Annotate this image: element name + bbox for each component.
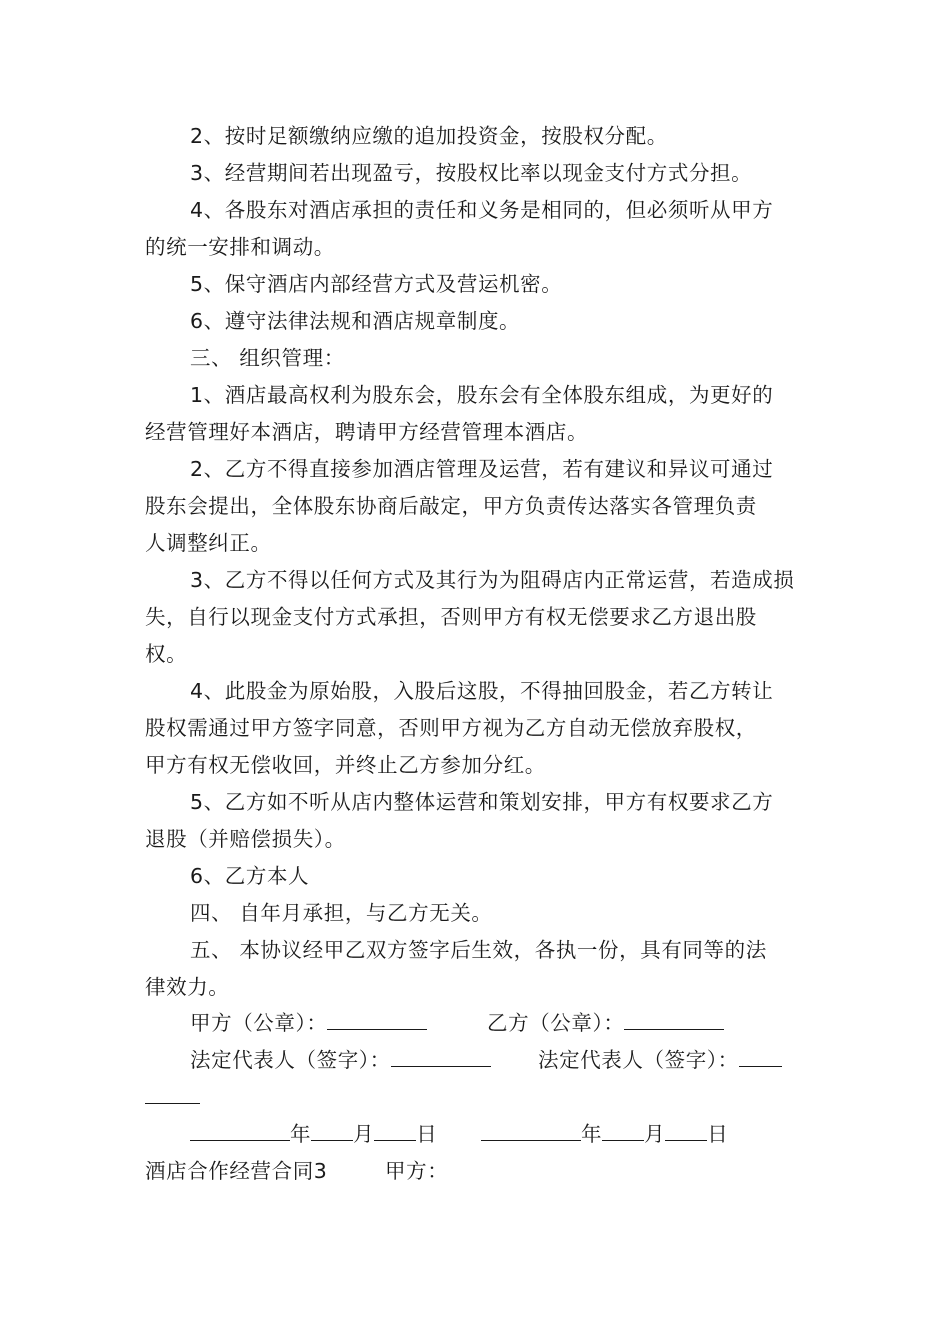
paragraph-line: 1、酒店最高权利为股东会，股东会有全体股东组成，为更好的 (190, 383, 774, 407)
party-a-seal-label: 甲方（公章）： (190, 1011, 328, 1035)
month-blank (311, 1116, 353, 1141)
paragraph-line: 4、此股金为原始股，入股后这股，不得抽回股金，若乙方转让 (190, 679, 774, 703)
next-contract-party: 甲方： (385, 1159, 449, 1183)
paragraph-line: 人调整纠正。 (145, 531, 272, 555)
rep-b-label: 法定代表人（签字）： (538, 1048, 739, 1072)
paragraph-line: 4、各股东对酒店承担的责任和义务是相同的，但必须听从甲方 (190, 198, 774, 222)
party-b-seal-blank (624, 1005, 724, 1030)
paragraph-line: 6、乙方本人 (190, 864, 310, 888)
party-a-seal-blank (327, 1005, 427, 1030)
paragraph-line: 的统一安排和调动。 (145, 235, 335, 259)
year-blank (481, 1116, 581, 1141)
paragraph-line: 5、乙方如不听从店内整体运营和策划安排，甲方有权要求乙方 (190, 790, 774, 814)
next-contract-title: 酒店合作经营合同3 (145, 1159, 328, 1183)
paragraph-line: 经营管理好本酒店，聘请甲方经营管理本酒店。 (145, 420, 589, 444)
rep-b-blank-wrap (145, 1079, 200, 1104)
day-label: 日 (416, 1122, 438, 1146)
year-blank (190, 1116, 290, 1141)
paragraph-line: 3、乙方不得以任何方式及其行为为阻碍店内正常运营，若造成损 (190, 568, 795, 592)
month-label: 月 (353, 1122, 375, 1146)
paragraph-line: 3、经营期间若出现盈亏，按股权比率以现金支付方式分担。 (190, 161, 753, 185)
paragraph-line: 2、按时足额缴纳应缴的追加投资金，按股权分配。 (190, 124, 668, 148)
rep-b-blank (739, 1042, 782, 1067)
rep-b-blank-continued (145, 1079, 200, 1116)
rep-b-line (538, 1042, 782, 1079)
year-label: 年 (581, 1122, 603, 1146)
paragraph-line: 权。 (145, 642, 188, 666)
rep-a-blank (391, 1042, 491, 1067)
date-line-b (481, 1116, 728, 1153)
date-line-a (190, 1116, 437, 1153)
day-blank (665, 1116, 707, 1141)
day-blank (374, 1116, 416, 1141)
paragraph-line: 5、保守酒店内部经营方式及营运机密。 (190, 272, 563, 296)
month-label: 月 (644, 1122, 666, 1146)
year-label: 年 (290, 1122, 312, 1146)
month-blank (602, 1116, 644, 1141)
paragraph-line: 失，自行以现金支付方式承担，否则甲方有权无偿要求乙方退出股 (145, 605, 757, 629)
rep-a-line (190, 1042, 491, 1079)
section-heading: 五、 本协议经甲乙双方签字后生效，各执一份，具有同等的法 (190, 938, 767, 962)
party-b-seal-label: 乙方（公章）： (487, 1011, 625, 1035)
day-label: 日 (707, 1122, 729, 1146)
paragraph-line: 退股（并赔偿损失）。 (145, 827, 346, 851)
paragraph-line: 甲方有权无偿收回，并终止乙方参加分红。 (145, 753, 546, 777)
paragraph-line: 律效力。 (145, 975, 230, 999)
paragraph-line: 股东会提出，全体股东协商后敲定，甲方负责传达落实各管理负责 (145, 494, 757, 518)
party-b-seal-line (487, 1005, 724, 1042)
paragraph-line: 6、遵守法律法规和酒店规章制度。 (190, 309, 521, 333)
rep-a-label: 法定代表人（签字）： (190, 1048, 391, 1072)
section-heading: 三、 组织管理： (190, 346, 345, 370)
paragraph-line: 2、乙方不得直接参加酒店管理及运营，若有建议和异议可通过 (190, 457, 774, 481)
section-heading: 四、 自年月承担，与乙方无关。 (190, 901, 493, 925)
party-a-seal-line (190, 1005, 427, 1042)
paragraph-line: 股权需通过甲方签字同意，否则甲方视为乙方自动无偿放弃股权， (145, 716, 757, 740)
